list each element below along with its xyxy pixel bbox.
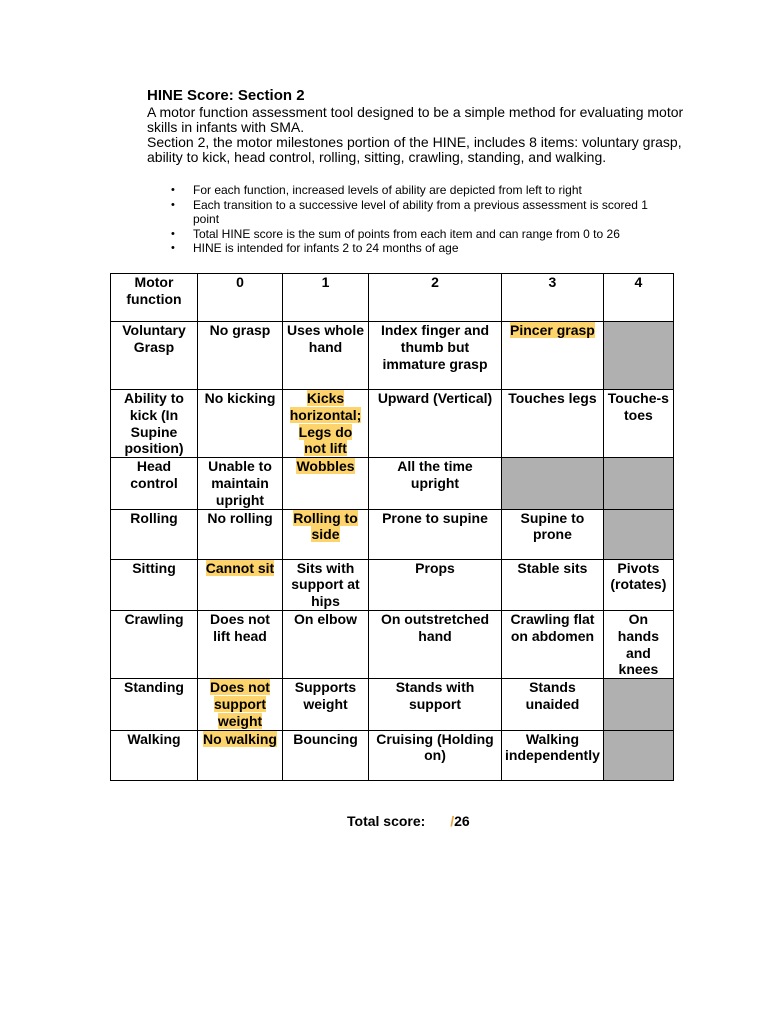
table-row: [111, 679, 674, 730]
section-text: Section 2, the motor milestones portion of the HINE, includes 8 items: voluntary grasp, ability to kick, head control, rolling, sitting, crawling, standing, and walking.: [147, 134, 682, 165]
score-cell: [502, 390, 604, 458]
bullet-item: • For each function, increased levels of ability are depicted from left to right: [171, 183, 676, 198]
table-row: [111, 458, 674, 509]
score-cell: [283, 390, 369, 458]
score-cell: [369, 730, 502, 780]
header-cell: 1: [283, 274, 369, 322]
score-cell: [198, 322, 283, 390]
highlighted-text: Cannot sit: [205, 559, 275, 576]
score-cell: [283, 730, 369, 780]
cell-text: No rolling: [207, 509, 273, 526]
score-cell: [502, 509, 604, 559]
score-cell: [283, 509, 369, 559]
row-label-cell: Voluntary Grasp: [111, 322, 198, 390]
page-title: HINE Score: Section 2: [147, 87, 305, 104]
score-cell: [369, 390, 502, 458]
score-cell: [198, 610, 283, 678]
shaded-cell: [603, 509, 673, 559]
row-label-cell: Sitting: [111, 559, 198, 610]
cell-text: Walking independently: [505, 730, 600, 764]
cell-text: Props: [415, 559, 455, 576]
score-cell: [502, 322, 604, 390]
bullet-list: [171, 183, 676, 256]
total-score: [347, 813, 470, 829]
cell-text: Sits with support at hips: [291, 559, 360, 610]
score-cell: [502, 730, 604, 780]
score-cell: [603, 390, 673, 458]
score-cell: [502, 610, 604, 678]
cell-text: Prone to supine: [382, 509, 488, 526]
row-label-cell: Crawling: [111, 610, 198, 678]
score-cell: [283, 610, 369, 678]
header-cell: 4: [603, 274, 673, 322]
table-row: [111, 610, 674, 678]
cell-text: Does not lift head: [210, 610, 270, 644]
cell-text: Touche-s toes: [607, 390, 669, 423]
shaded-cell: [502, 458, 604, 509]
cell-text: On outstretched hand: [380, 610, 490, 644]
score-cell: [198, 390, 283, 458]
highlighted-text: Rolling to side: [293, 509, 358, 543]
score-cell: [283, 679, 369, 730]
score-cell: [603, 610, 673, 678]
cell-text: Stands unaided: [525, 679, 580, 712]
description-text: A motor function assessment tool designed to be a simple method for evaluating motor skills in infants with SMA.: [147, 104, 684, 135]
cell-text: Pivots (rotates): [610, 559, 667, 593]
table-row: [111, 509, 674, 559]
score-cell: [198, 730, 283, 780]
cell-text: All the time upright: [397, 458, 473, 491]
table-row: [111, 390, 674, 458]
intro-block: [147, 87, 687, 165]
cell-text: Touches legs: [508, 390, 597, 406]
cell-text: Cruising (Holding on): [376, 730, 494, 764]
score-cell: [369, 458, 502, 509]
score-cell: [198, 679, 283, 730]
score-cell: [283, 322, 369, 390]
highlighted-text: Pincer grasp: [510, 322, 595, 338]
score-cell: [283, 559, 369, 610]
cell-text: Stable sits: [517, 559, 588, 576]
bullet-item: • Each transition to a successive level of ability from a previous assessment is scored 1 point: [171, 198, 676, 227]
score-cell: [198, 458, 283, 509]
cell-text: Upward (Vertical): [377, 390, 493, 406]
score-cell: [283, 458, 369, 509]
cell-text: Crawling flat on abdomen: [510, 610, 595, 644]
cell-text: No grasp: [209, 322, 271, 338]
highlighted-text: No walking: [203, 730, 277, 747]
score-cell: [198, 559, 283, 610]
table-row: [111, 322, 674, 390]
shaded-cell: [603, 322, 673, 390]
cell-text: Uses whole hand: [286, 322, 365, 355]
score-cell: [198, 509, 283, 559]
score-cell: [369, 322, 502, 390]
row-label-cell: Walking: [111, 730, 198, 780]
score-cell: [369, 559, 502, 610]
table-row: [111, 559, 674, 610]
row-label-cell: Head control: [111, 458, 198, 509]
cell-text: Stands with support: [395, 679, 475, 712]
cell-text: Bouncing: [293, 730, 358, 747]
score-cell: [603, 559, 673, 610]
header-cell: 3: [502, 274, 604, 322]
score-cell: [369, 679, 502, 730]
highlighted-text: Wobbles: [296, 458, 355, 475]
table-header-row: [111, 274, 674, 322]
row-label-cell: Rolling: [111, 509, 198, 559]
shaded-cell: [603, 730, 673, 780]
cell-text: Index finger and thumb but immature grasp: [380, 322, 490, 372]
total-score-label: Total score:: [347, 813, 426, 829]
cell-text: Supports weight: [294, 679, 357, 712]
header-cell: Motor function: [111, 274, 198, 322]
highlighted-text: Kicks horizontal; Legs do not lift: [289, 390, 362, 457]
table-row: [111, 730, 674, 780]
total-score-slash: /: [450, 813, 455, 829]
score-cell: [369, 610, 502, 678]
cell-text: Unable to maintain upright: [208, 458, 272, 508]
cell-text: No kicking: [204, 390, 276, 406]
cell-text: Supine to prone: [520, 509, 585, 543]
total-score-max: 26: [454, 813, 470, 829]
row-label-cell: Ability to kick (In Supine position): [111, 390, 198, 458]
row-label-cell: Standing: [111, 679, 198, 730]
bullet-item: • HINE is intended for infants 2 to 24 months of age: [171, 241, 676, 256]
cell-text: On elbow: [294, 610, 357, 627]
shaded-cell: [603, 458, 673, 509]
header-cell: 0: [198, 274, 283, 322]
score-cell: [502, 679, 604, 730]
bullet-item: • Total HINE score is the sum of points from each item and can range from 0 to 26: [171, 227, 676, 242]
cell-text: On hands and knees: [617, 610, 659, 678]
shaded-cell: [603, 679, 673, 730]
hine-score-table: [110, 273, 674, 781]
header-cell: 2: [369, 274, 502, 322]
score-cell: [369, 509, 502, 559]
score-cell: [502, 559, 604, 610]
highlighted-text: Does not support weight: [210, 679, 270, 729]
